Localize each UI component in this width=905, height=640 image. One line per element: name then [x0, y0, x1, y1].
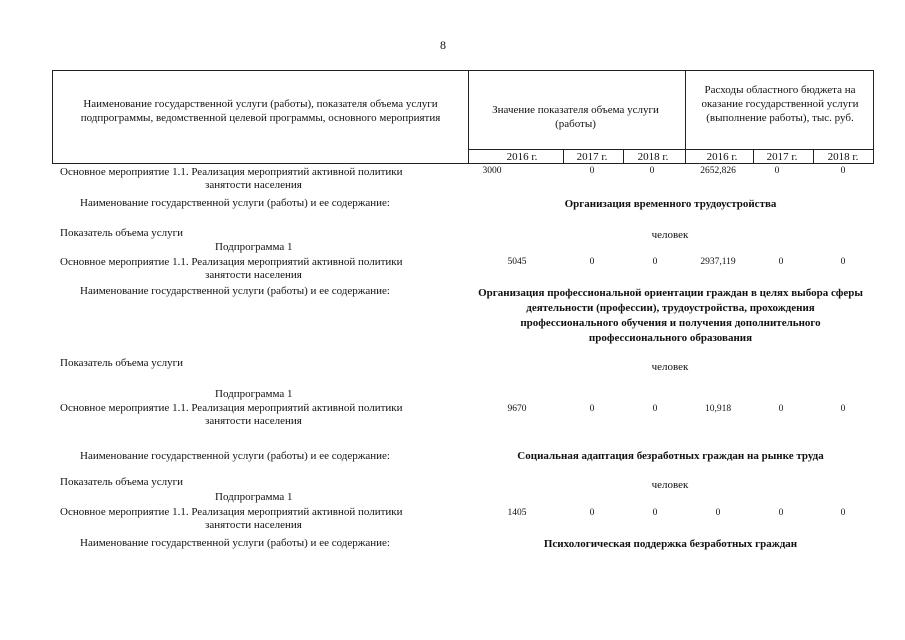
- value-cell: 1405: [507, 508, 527, 518]
- value-cell: 2652,826: [700, 166, 736, 176]
- main-measure-label-cont: занятости населения: [205, 269, 302, 281]
- main-measure-label-cont: занятости населения: [205, 415, 302, 427]
- service-title: Социальная адаптация безработных граждан на рынке труда: [517, 450, 824, 462]
- header-col-expenses: Расходы областного бюджета на оказание государственной услуги (выполнение работы), тыс. руб.: [701, 84, 859, 124]
- header-col-volume: Значение показателя объема услуги (работы): [492, 104, 659, 130]
- value-cell: 0: [589, 404, 595, 414]
- main-measure-label: Основное мероприятие 1.1. Реализация мероприятий активной политики: [60, 166, 403, 178]
- page-number: 8: [440, 38, 446, 52]
- year-2016-volume: 2016 г.: [506, 151, 538, 163]
- volume-indicator-label: Показатель объема услуги: [60, 227, 184, 239]
- main-measure-label: Основное мероприятие 1.1. Реализация мероприятий активной политики: [60, 506, 403, 518]
- unit-label: человек: [651, 361, 689, 373]
- year-2016-expense: 2016 г.: [706, 151, 738, 163]
- main-measure-label: Основное мероприятие 1.1. Реализация мероприятий активной политики: [60, 256, 403, 268]
- unit-label: человек: [651, 229, 689, 241]
- volume-indicator-label: Показатель объема услуги: [60, 476, 184, 488]
- subprogram-label: Подпрограмма 1: [215, 388, 293, 400]
- value-cell: 0: [589, 166, 595, 176]
- value-cell: 9670: [507, 404, 527, 414]
- year-2018-volume: 2018 г.: [637, 151, 669, 163]
- value-cell: 0: [778, 404, 784, 414]
- value-cell: 0: [840, 257, 846, 267]
- value-cell: 0: [840, 166, 846, 176]
- value-cell: 0: [778, 508, 784, 518]
- value-cell: 0: [778, 257, 784, 267]
- year-2017-volume: 2017 г.: [576, 151, 608, 163]
- value-cell: 5045: [507, 257, 527, 267]
- value-cell: 10,918: [704, 404, 732, 414]
- year-2017-expense: 2017 г.: [766, 151, 798, 163]
- value-cell: 0: [715, 508, 721, 518]
- subprogram-label: Подпрограмма 1: [215, 491, 293, 503]
- value-cell: 0: [652, 257, 658, 267]
- unit-label: человек: [651, 479, 689, 491]
- value-cell: 0: [840, 508, 846, 518]
- value-cell: 3000: [482, 166, 502, 176]
- value-cell: 0: [774, 166, 780, 176]
- service-name-label: Наименование государственной услуги (работы) и ее содержание:: [80, 537, 390, 549]
- value-cell: 0: [589, 257, 595, 267]
- service-name-label: Наименование государственной услуги (работы) и ее содержание:: [80, 450, 390, 462]
- header-table: [52, 70, 874, 164]
- value-cell: 0: [652, 404, 658, 414]
- service-title: Психологическая поддержка безработных граждан: [543, 538, 798, 550]
- value-cell: 0: [652, 508, 658, 518]
- value-cell: 0: [840, 404, 846, 414]
- main-measure-label-cont: занятости населения: [205, 179, 302, 191]
- service-title: Организация временного трудоустройства: [564, 198, 777, 210]
- value-cell: 2937,119: [700, 257, 736, 267]
- header-col-name: Наименование государственной услуги (работы), показателя объема услуги подпрограммы, ведомственной целевой программы, основного мероприятия: [80, 98, 441, 124]
- main-measure-label: Основное мероприятие 1.1. Реализация мероприятий активной политики: [60, 402, 403, 414]
- subprogram-label: Подпрограмма 1: [215, 241, 293, 253]
- service-title: Организация профессиональной ориентации граждан в целях выбора сферы деятельности (профессии), трудоустройства, прохождения профессионального обучения и получения дополнительного профессионального образования: [478, 287, 863, 344]
- value-cell: 0: [649, 166, 655, 176]
- service-name-label: Наименование государственной услуги (работы) и ее содержание:: [80, 285, 390, 297]
- volume-indicator-label: Показатель объема услуги: [60, 357, 184, 369]
- value-cell: 0: [589, 508, 595, 518]
- service-name-label: Наименование государственной услуги (работы) и ее содержание:: [80, 197, 390, 209]
- main-measure-label-cont: занятости населения: [205, 519, 302, 531]
- year-2018-expense: 2018 г.: [827, 151, 859, 163]
